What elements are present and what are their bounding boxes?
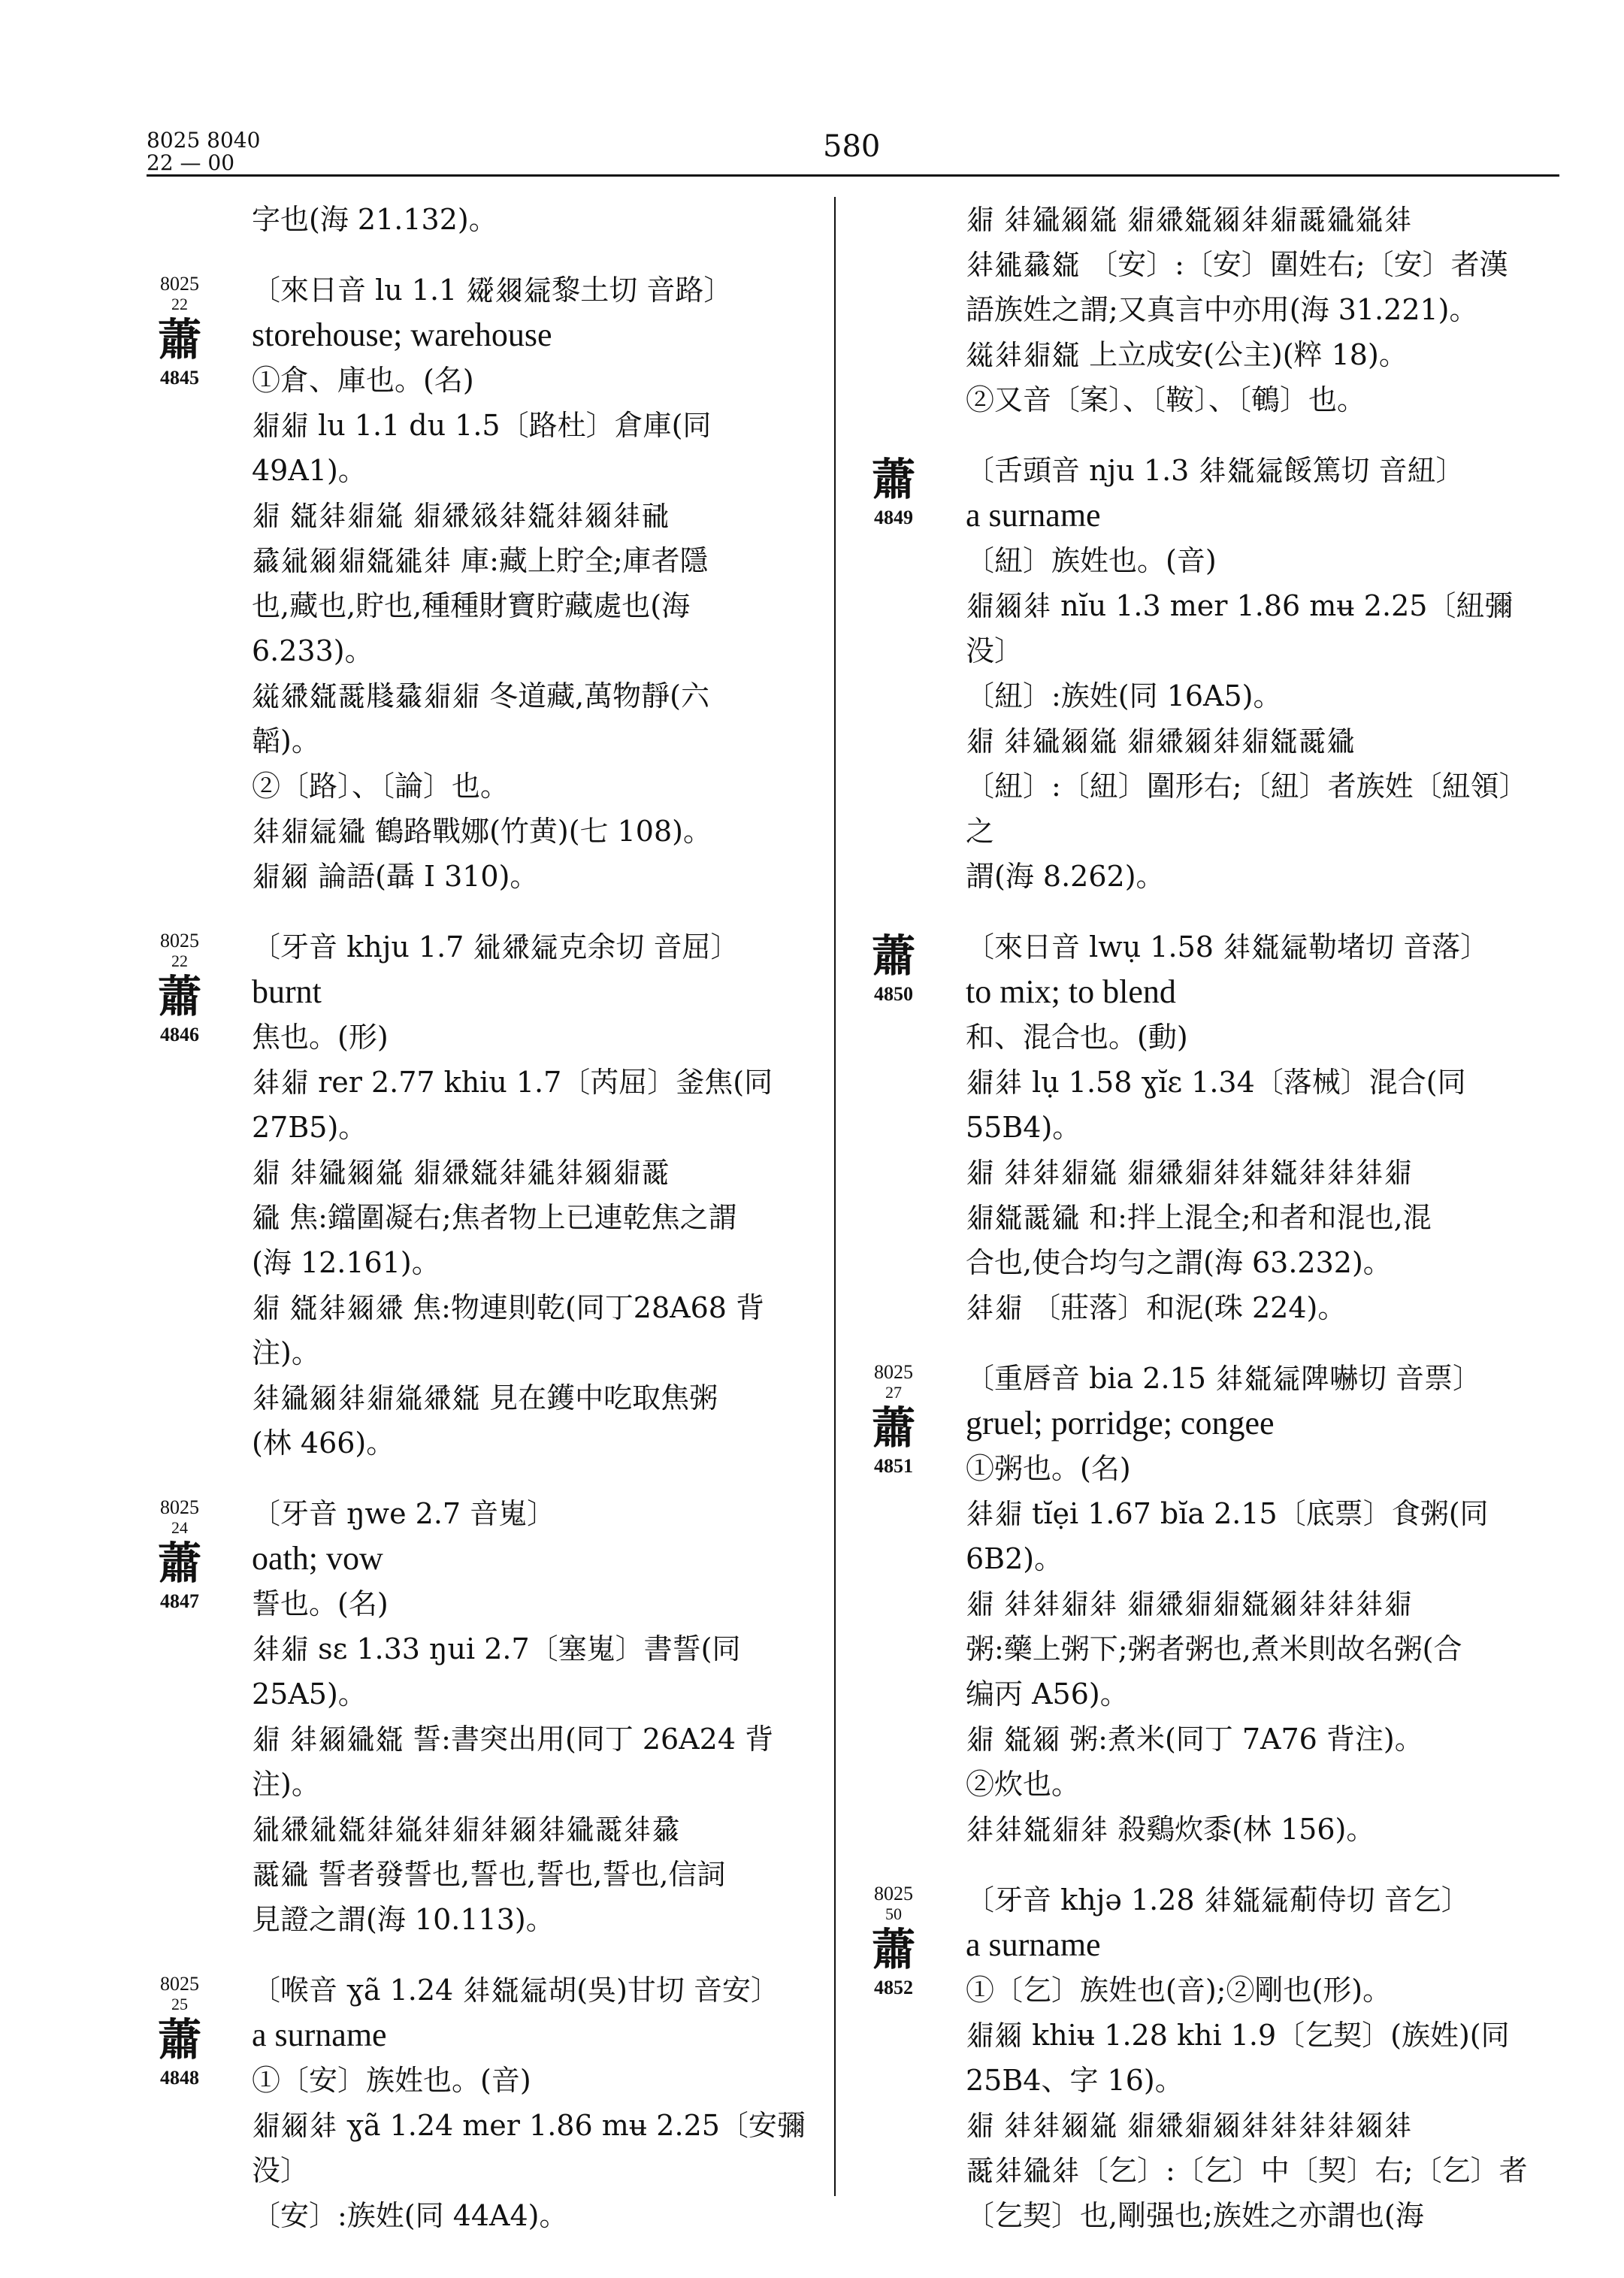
- entry-code: 8025: [160, 930, 199, 951]
- entry-line: 注)。: [252, 1768, 320, 1801]
- english-gloss: gruel; porridge; congee: [966, 1405, 1275, 1442]
- entry-code: 8025: [160, 273, 199, 295]
- dictionary-entry: [860, 1877, 1537, 2238]
- entry-line: 𗤋𗥃𗢳 nĭu 1.3 mer 1.86 mʉ 2.25〔紐彌没〕: [966, 589, 1514, 667]
- entry-line: 25B4、字 16)。: [966, 2064, 1184, 2097]
- entry-line: 𗲠𗣼𗥃𗤋𗿀𗧓𗢳 庫:藏上貯全;庫者隱: [252, 544, 709, 577]
- english-gloss: oath; vow: [252, 1540, 383, 1577]
- entry-line: (海 12.161)。: [252, 1246, 440, 1279]
- header-rule: [147, 174, 1559, 177]
- dictionary-entry: [147, 924, 823, 1466]
- entry-line: 𗵘𗢳𗧏𗢳〔乞〕:〔乞〕中〔契〕右;〔乞〕者: [966, 2154, 1528, 2187]
- entry-marker: [860, 930, 927, 1006]
- entry-line: 注)。: [252, 1336, 320, 1369]
- entry-gap: [860, 899, 1537, 924]
- entry-line: 粥:藥上粥下;粥者粥也,煮米則故名粥(合: [966, 1632, 1462, 1665]
- entry-line: 𗢳𗢳𗿀𗤋𗢳 殺鷄炊黍(林 156)。: [966, 1813, 1375, 1846]
- left-column: [147, 197, 823, 2238]
- entry-line: 𗧏 焦:鐺圍凝右;焦者物上已連乾焦之謂: [252, 1201, 737, 1234]
- entry-line: ②炊也。: [966, 1768, 1081, 1801]
- entry-line: 𗢳𗧏𗥃𗢳𗤋𗦷𗧗𗿀 見在鑊中吃取焦粥: [252, 1381, 718, 1414]
- column-divider: [834, 197, 836, 2196]
- entry-line: 〔牙音 khjə 1.28 𗢳𗿀𗦇葪侍切 音乞〕: [966, 1883, 1470, 1916]
- entry-line: 编丙 A56)。: [966, 1677, 1129, 1711]
- english-gloss: a surname: [966, 497, 1101, 534]
- entry-line: ①〔安〕族姓也。(音): [252, 2064, 531, 2097]
- entry-marker: [147, 930, 213, 1046]
- entry-code: 8025: [160, 1496, 199, 1518]
- entry-marker: [860, 454, 927, 529]
- entry-marker: [147, 1974, 213, 2089]
- english-gloss: to mix; to blend: [966, 973, 1176, 1010]
- entry-line: 𗤋𗢳 lụ 1.58 ɣĭɛ 1.34〔落械〕混合(同 55B4)。: [966, 1066, 1466, 1144]
- entry-code: 8025: [160, 1973, 199, 1995]
- entry-body: [252, 1491, 823, 1942]
- continued-entry-fragment: [966, 197, 1537, 422]
- entry-marker: [147, 1497, 213, 1613]
- page-header: [147, 113, 1559, 180]
- page-number: 580: [823, 129, 881, 164]
- entry-body: [252, 268, 823, 899]
- headword-glyph: 蕭: [157, 1539, 201, 1588]
- entry-line: 〔重唇音 bia 2.15 𗢳𗿀𗦇陴嚇切 音票〕: [966, 1362, 1482, 1395]
- fragment-line: ②又音〔案〕、〔鞍〕、〔鵪〕也。: [966, 383, 1366, 416]
- entry-line: 𗢳𗤋 rer 2.77 khiu 1.7〔芮屈〕釜焦(同27B5)。: [252, 1066, 773, 1144]
- entry-body: [966, 1877, 1537, 2238]
- english-gloss: a surname: [252, 2016, 387, 2053]
- dictionary-entry: [860, 448, 1537, 899]
- entry-line: 𗢳𗤋 tĭẹi 1.67 bĭa 2.15〔底票〕食粥(同 6B2)。: [966, 1497, 1489, 1575]
- entry-marker: [860, 1362, 927, 1478]
- headword-glyph: 蕭: [871, 932, 915, 981]
- fragment-line: 𗤋 𗢳𗧏𗥃𗦷 𗤋𗧗𗿀𗥃𗢳𗤋𗵘𗧏𗦷𗢳: [966, 203, 1413, 236]
- entry-line: 𗤋 𗿀𗥃 粥:煮米(同丁 7A76 背注)。: [966, 1723, 1423, 1756]
- entry-line: 〔牙音 khju 1.7 𗣼𗧗𗦇克余切 音屈〕: [252, 930, 739, 964]
- entry-line: 𗤋 𗿀𗢳𗥃𗧗 焦:物連則乾(同丁28A68 背: [252, 1291, 765, 1324]
- entry-line: ①倉、庫也。(名): [252, 364, 474, 397]
- entry-line: 〔紐〕:族姓(同 16A5)。: [966, 679, 1282, 712]
- entry-gap: [860, 1852, 1537, 1877]
- header-codes: [147, 129, 260, 174]
- entry-line: 也,藏也,貯也,種種財寶貯藏處也(海: [252, 589, 691, 622]
- headword-glyph: 蕭: [871, 1404, 915, 1453]
- entry-line: 韜)。: [252, 725, 320, 758]
- entry-body: [966, 1356, 1537, 1852]
- entry-subcode: 22: [171, 295, 188, 313]
- headword-glyph: 蕭: [871, 455, 915, 504]
- entry-line: 焦也。(形): [252, 1021, 389, 1054]
- entry-subcode: 27: [885, 1383, 902, 1402]
- entry-subcode: 22: [171, 951, 188, 970]
- entry-line: 〔牙音 ŋwe 2.7 音嵬〕: [252, 1497, 556, 1530]
- entry-number: 4847: [160, 1590, 199, 1612]
- right-column: [860, 197, 1537, 2238]
- entry-code: 8025: [874, 1361, 913, 1383]
- entry-line: 𗤋𗥃𗢳 ɣã 1.24 mer 1.86 mʉ 2.25〔安彌没〕: [252, 2109, 806, 2187]
- english-gloss: storehouse; warehouse: [252, 316, 552, 353]
- left-entries: [147, 268, 823, 2238]
- entry-line: 𗤋 𗢳𗥃𗧏𗿀 誓:書突出用(同丁 26A24 背: [252, 1723, 774, 1756]
- entry-body: [252, 924, 823, 1466]
- entry-number: 4849: [874, 507, 913, 528]
- entry-gap: [147, 1466, 823, 1491]
- entry-line: 𗢳𗤋 sɛ 1.33 ŋui 2.7〔塞嵬〕書誓(同 25A5)。: [252, 1632, 741, 1711]
- entry-line: 𗵘𗧏 誓者發誓也,誓也,誓也,誓也,信詞: [252, 1858, 726, 1891]
- entry-body: [966, 924, 1537, 1330]
- dictionary-entry: [147, 268, 823, 899]
- entry-line: 𗤋 𗿀𗢳𗤋𗦷 𗤋𗧗𗤻𗢳𗿀𗢳𗥃𗢳𗸛: [252, 499, 670, 532]
- entry-line: 謂(海 8.262)。: [966, 860, 1165, 893]
- headword-glyph: 蕭: [871, 1926, 915, 1974]
- headword-glyph: 蕭: [157, 973, 201, 1021]
- entry-line: 〔舌頭音 nju 1.3 𗢳𗿀𗦇餒篤切 音紐〕: [966, 454, 1465, 487]
- dictionary-entry: [147, 1491, 823, 1942]
- entry-code: 8025: [874, 1883, 913, 1904]
- english-gloss: a surname: [966, 1926, 1101, 1963]
- entry-line: 誓也。(名): [252, 1587, 389, 1620]
- entry-number: 4850: [874, 983, 913, 1005]
- entry-subcode: 50: [885, 1904, 902, 1923]
- entry-line: 〔來日音 lu 1.1 𗪮𗤓𗦇黎土切 音路〕: [252, 274, 733, 307]
- entry-gap: [147, 1942, 823, 1968]
- entry-line: 〔安〕:族姓(同 44A4)。: [252, 2199, 568, 2232]
- entry-marker: [147, 274, 213, 389]
- continued-fragment: 字也(海 21.132)。: [252, 203, 497, 236]
- entry-line: 〔來日音 lwụ 1.58 𗢳𗿀𗦇勒堵切 音落〕: [966, 930, 1489, 964]
- header-code-bottom: 22 — 00: [147, 150, 235, 175]
- entry-number: 4848: [160, 2067, 199, 2089]
- entry-number: 4852: [874, 1977, 913, 1998]
- fragment-line: 𗧅𗢳𗤋𗿀 上立成安(公主)(粹 18)。: [966, 338, 1408, 371]
- entry-line: ①〔乞〕族姓也(音);②剛也(形)。: [966, 1974, 1392, 2007]
- entry-body: [252, 1968, 823, 2238]
- entry-line: ①粥也。(名): [966, 1452, 1131, 1485]
- entry-number: 4851: [874, 1455, 913, 1477]
- entry-line: 𗤋 𗢳𗢳𗥃𗦷 𗤋𗧗𗤋𗥃𗢳𗢳𗢳𗢳𗥃𗢳: [966, 2109, 1413, 2142]
- entry-line: ②〔路〕、〔論〕也。: [252, 770, 510, 803]
- entry-line: 6.233)。: [252, 634, 373, 667]
- entry-line: 𗣼𗧗𗣼𗿀𗢳𗦷𗢳𗤋𗢳𗥃𗢳𗧏𗵘𗢳𗲠: [252, 1813, 681, 1846]
- entry-line: 〔紐〕族姓也。(音): [966, 544, 1217, 577]
- entry-gap: [147, 899, 823, 924]
- header-code-top: 8025 8040: [147, 128, 261, 153]
- headword-glyph: 蕭: [157, 316, 201, 365]
- entry-line: 𗤋𗥃 khiʉ 1.28 khi 1.9〔乞契〕(族姓)(同: [966, 2019, 1510, 2052]
- entry-subcode: 25: [171, 1995, 188, 2013]
- entry-line: 𗤋𗿀𗵘𗧏 和:拌上混全;和者和混也,混: [966, 1201, 1432, 1234]
- entry-body: [966, 448, 1537, 899]
- entry-line: 〔紐〕:〔紐〕圍形右;〔紐〕者族姓〔紐領〕之: [966, 770, 1528, 848]
- right-entries: [860, 448, 1537, 2238]
- entry-marker: [860, 1883, 927, 1999]
- headword-glyph: 蕭: [157, 2016, 201, 2065]
- entry-line: (林 466)。: [252, 1426, 395, 1460]
- entry-line: 𗢳𗤋 〔莊落〕和泥(珠 224)。: [966, 1291, 1347, 1324]
- entry-line: 見證之謂(海 10.113)。: [252, 1903, 555, 1936]
- entry-line: 和、混合也。(動): [966, 1021, 1188, 1054]
- dictionary-entry: [860, 924, 1537, 1330]
- entry-number: 4845: [160, 367, 199, 389]
- entry-line: 𗤋 𗢳𗢳𗤋𗢳 𗤋𗧗𗤋𗤋𗿀𗥃𗢳𗢳𗢳𗤋: [966, 1587, 1413, 1620]
- dictionary-entry: [147, 1968, 823, 2238]
- entry-line: 𗧅𗧗𗿀𗵘𗹦𗲠𗤋𗤋 冬道藏,萬物靜(六: [252, 679, 709, 712]
- entry-number: 4846: [160, 1024, 199, 1045]
- dictionary-entry: [860, 1356, 1537, 1852]
- entry-line: 𗤋𗤋 lu 1.1 du 1.5〔路杜〕倉庫(同 49A1)。: [252, 409, 712, 487]
- entry-line: 𗤋 𗢳𗧏𗥃𗦷 𗤋𗧗𗿀𗢳𗧓𗢳𗥃𗤋𗵘: [252, 1156, 670, 1189]
- entry-line: 合也,使合均勻之謂(海 63.232)。: [966, 1246, 1392, 1279]
- english-gloss: burnt: [252, 973, 322, 1010]
- entry-line: 𗤋 𗢳𗧏𗥃𗦷 𗤋𗧗𗥃𗢳𗤋𗿀𗵘𗧏: [966, 725, 1356, 758]
- entry-line: 〔乞契〕也,剛强也;族姓之亦謂也(海: [966, 2199, 1424, 2232]
- entry-line: 〔喉音 ɣã 1.24 𗢳𗿀𗦇胡(吳)甘切 音安〕: [252, 1974, 779, 2007]
- entry-subcode: 24: [171, 1518, 188, 1537]
- entry-line: 𗤋𗥃 論語(聶 I 310)。: [252, 860, 539, 893]
- entry-line: 𗢳𗤋𗦇𗧏 鶴路戰娜(竹黄)(七 108)。: [252, 815, 712, 848]
- entry-gap: [860, 1330, 1537, 1356]
- fragment-line: 語族姓之謂;又真言中亦用(海 31.221)。: [966, 293, 1478, 326]
- fragment-line: 𗢳𗧓𗲠𗿀 〔安〕:〔安〕圍姓右;〔安〕者漢: [966, 248, 1508, 281]
- entry-line: 𗤋 𗢳𗢳𗤋𗦷 𗤋𗧗𗤋𗢳𗢳𗿀𗢳𗢳𗢳𗤋: [966, 1156, 1413, 1189]
